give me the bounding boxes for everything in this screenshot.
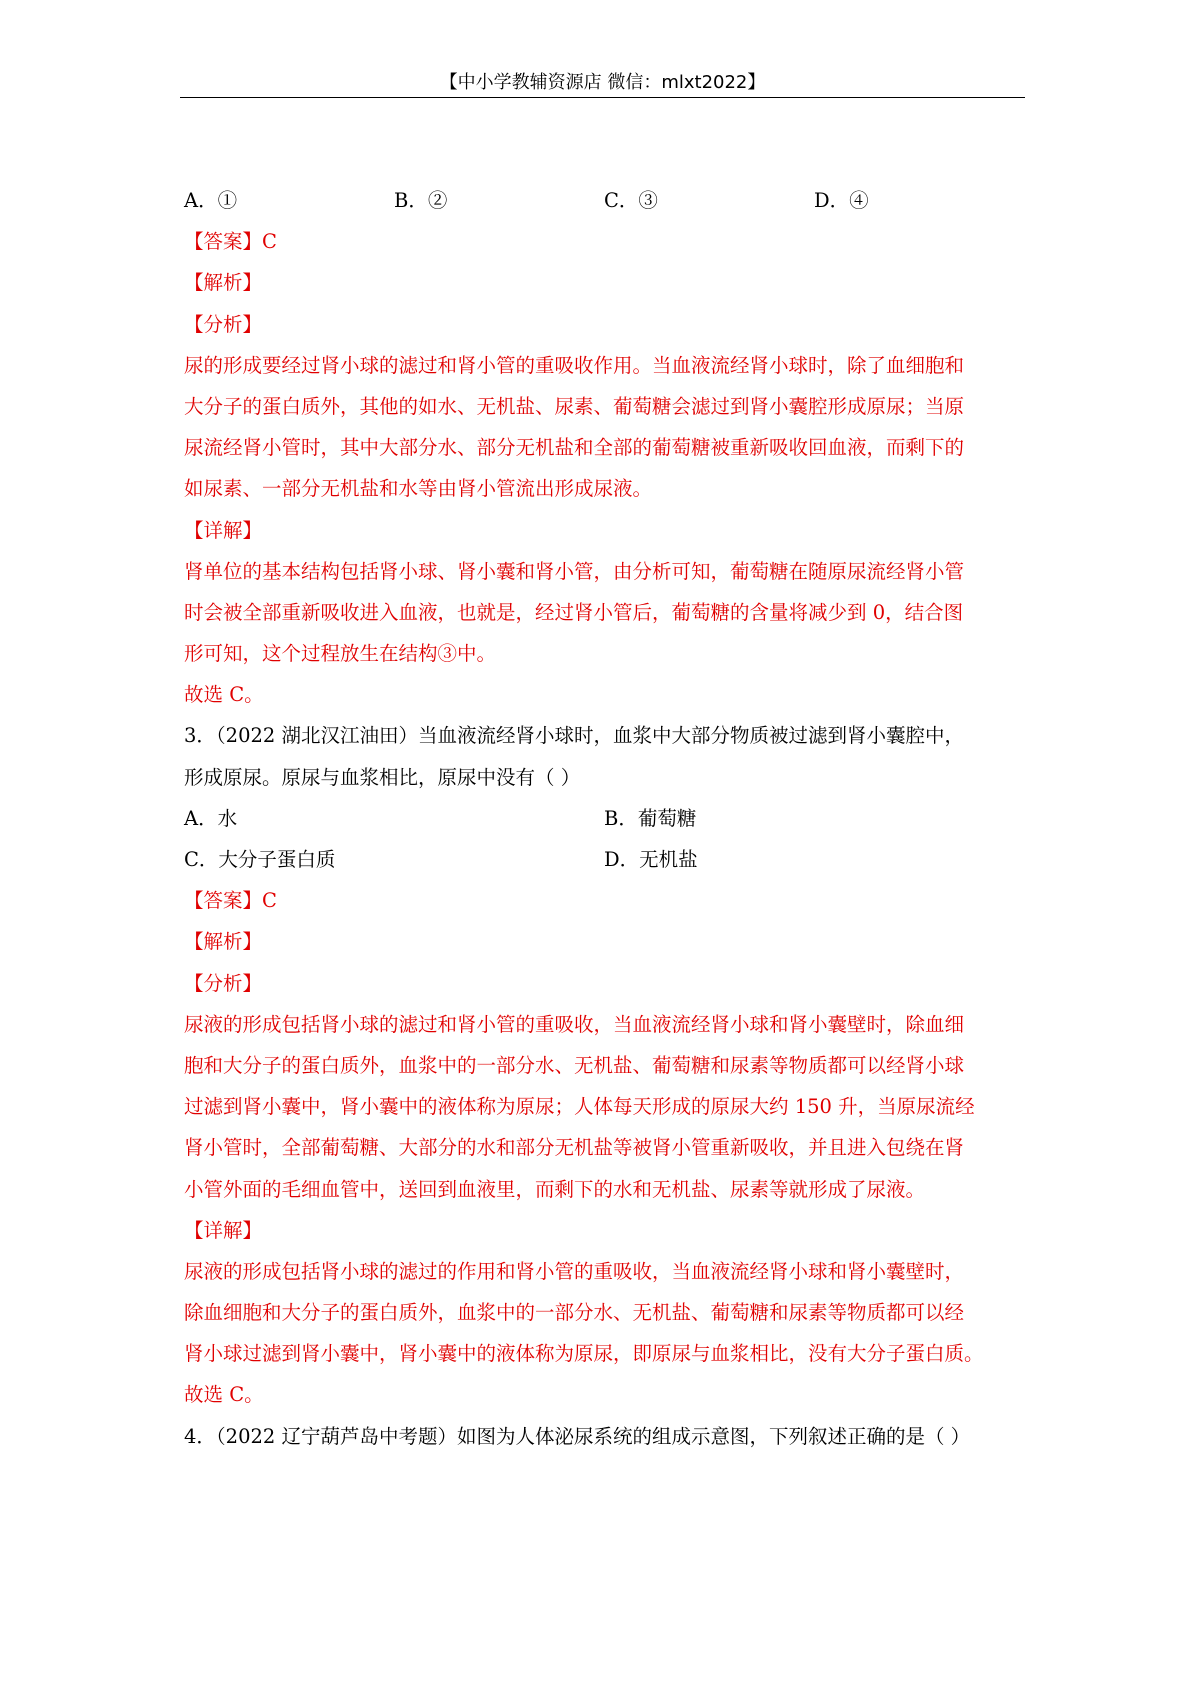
q3-fenxi-line: 肾小管时，全部葡萄糖、大部分的水和部分无机盐等被肾小管重新吸收，并且进入包绕在肾 [184,1136,965,1160]
q3-fenxi-line: 过滤到肾小囊中，肾小囊中的液体称为原尿；人体每天形成的原尿大约 150 升，当原尿流经 [184,1095,975,1119]
q3-option-b: B．葡萄糖 [604,806,697,830]
q3-conclusion: 故选 C。 [184,1383,264,1407]
q2-answer: 【答案】C [184,230,277,254]
q3-option-c: C．大分子蛋白质 [184,848,336,871]
q2-xiangjie-line: 时会被全部重新吸收进入血液，也就是，经过肾小管后，葡萄糖的含量将减少到 0，结合图 [184,600,964,624]
q2-fenxi-line: 尿流经肾小管时，其中大部分水、部分无机盐和全部的葡萄糖被重新吸收回血液，而剩下的 [184,436,965,460]
q2-fenxi-label: 【分析】 [184,312,263,336]
q3-stem-line: 3．（2022 湖北汉江油田）当血液流经肾小球时，血浆中大部分物质被过滤到肾小囊腔中， [184,724,964,748]
q3-xiangjie-line: 肾小球过滤到肾小囊中，肾小囊中的液体称为原尿，即原尿与血浆相比，没有大分子蛋白质。 [184,1342,984,1366]
q2-option-a: A．① [184,189,238,212]
q2-xiangjie-label: 【详解】 [184,518,263,542]
q3-options-row-2 [184,839,1024,880]
q2-xiangjie-line: 肾单位的基本结构包括肾小球、肾小囊和肾小管，由分析可知，葡萄糖在随原尿流经肾小管 [184,559,965,583]
q2-jiexi-label: 【解析】 [184,271,263,295]
q3-option-a: A．水 [184,806,238,830]
q3-fenxi-line: 胞和大分子的蛋白质外，血浆中的一部分水、无机盐、葡萄糖和尿素等物质都可以经肾小球 [184,1053,965,1077]
q4-stem: 4．（2022 辽宁葫芦岛中考题）如图为人体泌尿系统的组成示意图，下列叙述正确的是（ ） [184,1424,971,1448]
q3-fenxi-label: 【分析】 [184,971,263,995]
q2-option-d: D．④ [814,189,869,212]
q3-answer: 【答案】C [184,889,277,913]
q2-fenxi-line: 尿的形成要经过肾小球的滤过和肾小管的重吸收作用。当血液流经肾小球时，除了血细胞和 [184,353,965,377]
q3-options-row-1 [184,798,1024,839]
q3-fenxi-line: 小管外面的毛细血管中，送回到血液里，而剩下的水和无机盐、尿素等就形成了尿液。 [184,1177,926,1201]
q2-options [184,180,1024,221]
q3-xiangjie-line: 尿液的形成包括肾小球的滤过的作用和肾小管的重吸收，当血液流经肾小球和肾小囊壁时， [184,1259,965,1283]
document-body [184,180,1024,1457]
q3-xiangjie-label: 【详解】 [184,1218,263,1242]
q3-option-d: D．无机盐 [604,848,698,871]
q3-stem-line: 形成原尿。原尿与血浆相比，原尿中没有（ ） [184,765,581,789]
q3-jiexi-label: 【解析】 [184,930,263,954]
q3-xiangjie-line: 除血细胞和大分子的蛋白质外，血浆中的一部分水、无机盐、葡萄糖和尿素等物质都可以经 [184,1301,965,1325]
q2-conclusion: 故选 C。 [184,683,264,707]
q2-fenxi-line: 如尿素、一部分无机盐和水等由肾小管流出形成尿液。 [184,477,653,501]
header-divider [180,97,1025,98]
q2-xiangjie-line: 形可知，这个过程放生在结构③中。 [184,642,497,666]
q2-option-b: B．② [394,189,448,212]
q2-option-c: C．③ [604,189,658,212]
q2-fenxi-line: 大分子的蛋白质外，其他的如水、无机盐、尿素、葡萄糖会滤过到肾小囊腔形成原尿；当原 [184,394,965,418]
page-header: 【中小学教辅资源店 微信：mlxt2022】 [439,72,766,93]
q3-fenxi-line: 尿液的形成包括肾小球的滤过和肾小管的重吸收，当血液流经肾小球和肾小囊壁时，除血细 [184,1012,965,1036]
